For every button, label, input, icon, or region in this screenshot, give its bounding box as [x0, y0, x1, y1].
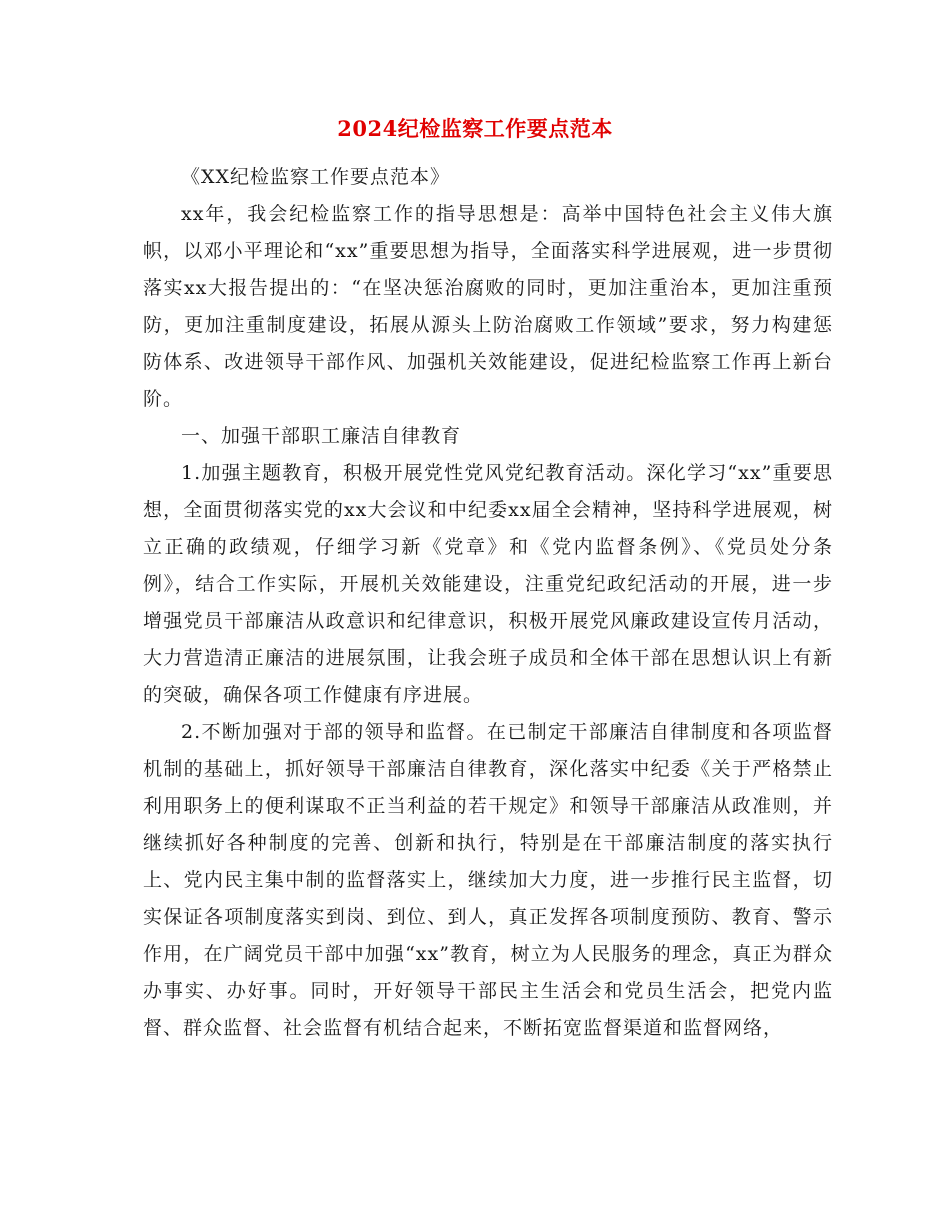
paragraph-guiding-ideology: xx年，我会纪检监察工作的指导思想是：高举中国特色社会主义伟大旗帜，以邓小平理论和“xx”重要思想为指导，全面落实科学进展观，进一步贯彻落实xx大报告提出的：“在坚决惩治腐败的同时，更加注重治本，更加注重预防，更加注重制度建设，拓展从源头上防治腐败工作领域”要求，努力构建惩防体系、改进领导干部作风、加强机关效能建设，促进纪检监察工作再上新台阶。: [143, 203, 833, 410]
document-title: 2024纪检监察工作要点范本: [337, 116, 613, 141]
paragraph-item-2: 2.不断加强对于部的领导和监督。在已制定干部廉洁自律制度和各项监督机制的基础上，抓好领导干部廉洁自律教育，深化落实中纪委《关于严格禁止利用职务上的便利谋取不正当利益的若干规定》和领导干部廉洁从政准则，并继续抓好各种制度的完善、创新和执行，特别是在干部廉洁制度的落实执行上、党内民主集中制的监督落实上，继续加大力度，进一步推行民主监督，切实保证各项制度落实到岗、到位、到人，真正发挥各项制度预防、教育、警示作用，在广阔党员干部中加强“xx”教育，树立为人民服务的理念，真正为群众办事实、办好事。同时，开好领导干部民主生活会和党员生活会，把党内监督、群众监督、社会监督有机结合起来，不断拓宽监督渠道和监督网络，: [143, 721, 833, 1039]
paragraph-subtitle: 《XX纪检监察工作要点范本》: [181, 166, 451, 188]
section-heading-1: 一、加强干部职工廉洁自律教育: [181, 425, 462, 447]
paragraph-item-1: 1.加强主题教育，积极开展党性党风党纪教育活动。深化学习“xx”重要思想，全面贯彻落实党的xx大会议和中纪委xx届全会精神，坚持科学进展观，树立正确的政绩观，仔细学习新《党章》和《党内监督条例》、《党员处分条例》，结合工作实际，开展机关效能建设，注重党纪政纪活动的开展，进一步增强党员干部廉洁从政意识和纪律意识，积极开展党风廉政建设宣传月活动，大力营造清正廉洁的进展氛围，让我会班子成员和全体干部在思想认识上有新的突破，确保各项工作健康有序进展。: [143, 462, 833, 706]
document-body: [143, 159, 833, 1047]
